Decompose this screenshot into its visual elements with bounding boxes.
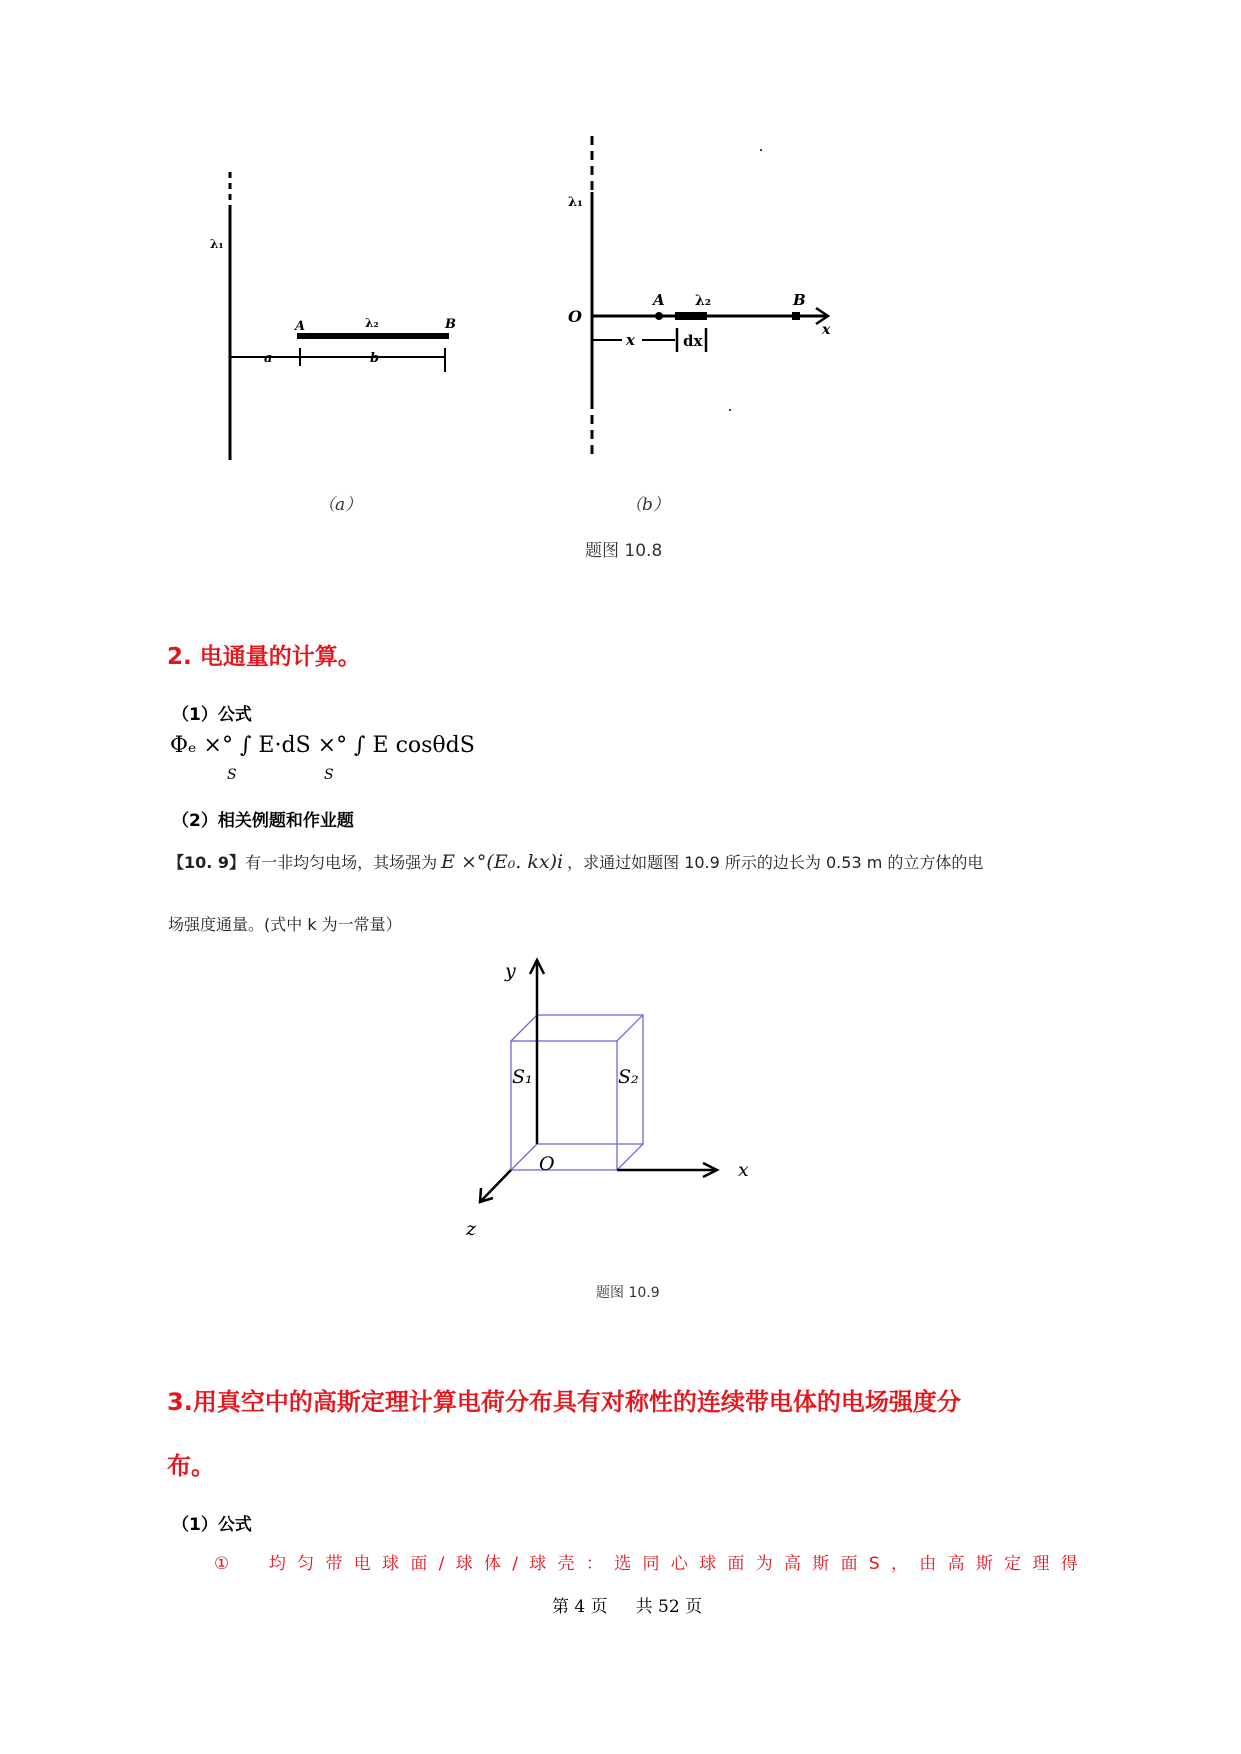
z-axis-label: z (466, 1218, 477, 1240)
x-axis-label: x (822, 322, 831, 338)
flux-formula: Φₑ ×° ∫ E·dS ×° ∫ E cosθdS (170, 733, 475, 758)
section3-heading-line2: 布。 (167, 1452, 215, 1480)
figure-10-8-caption: 题图 10.8 (585, 541, 663, 561)
label-b: b (370, 351, 380, 366)
section2-heading: 2. 电通量的计算。 (167, 644, 361, 670)
label-B: B (793, 291, 806, 309)
section3-heading-line1: 3.用真空中的高斯定理计算电荷分布具有对称性的连续带电体的电场强度分 (167, 1388, 961, 1416)
figure-10-8-b (560, 132, 880, 472)
integral-subscript-s1: S (227, 767, 237, 783)
y-axis-label: y (505, 960, 516, 982)
dx-label: dx (683, 332, 703, 350)
page-number: 第 4 页 (552, 1597, 608, 1617)
problem-10-9-line1 (168, 850, 983, 873)
figure-10-9-cube (455, 950, 775, 1240)
subcaption-b: （b） (625, 495, 670, 515)
problem-label: 【10. 9】 (168, 853, 246, 872)
label-B: B (445, 317, 456, 332)
lambda2-label: λ₂ (365, 316, 379, 330)
field-expression: E ×°(E₀. kx)i (441, 851, 564, 873)
figure-10-8-a (180, 170, 480, 460)
problem-text-after: ，求通过如题图 10.9 所示的边长为 0.53 m 的立方体的电 (567, 853, 984, 872)
label-A: A (653, 291, 665, 309)
page-total: 共 52 页 (635, 1597, 703, 1617)
figure-10-9-caption: 题图 10.9 (596, 1285, 660, 1301)
s1-label: S₁ (512, 1066, 533, 1088)
page-footer (552, 1592, 702, 1617)
label-a: a (264, 351, 273, 366)
lambda1-label: λ₁ (568, 195, 583, 210)
origin-label: O (539, 1153, 555, 1175)
cube-front-face (511, 1041, 617, 1170)
lambda2-label: λ₂ (695, 293, 711, 309)
s2-label: S₂ (618, 1066, 639, 1088)
section2-sub1: （1）公式 (172, 705, 252, 725)
subcaption-a: （a） (318, 495, 363, 515)
problem-10-9-line2: 场强度通量。(式中 k 为一常量） (168, 915, 402, 934)
x-axis-label: x (738, 1159, 749, 1181)
section2-sub2: （2）相关例题和作业题 (172, 811, 354, 831)
section3-sub1: （1）公式 (172, 1515, 252, 1535)
z-axis (480, 1170, 511, 1202)
label-A: A (295, 319, 306, 334)
lambda1-label: λ₁ (210, 237, 224, 251)
section3-item1: ① 均匀带电球面/球体/球壳：选同心球面为高斯面S，由高斯定理得 (214, 1554, 1090, 1574)
x-dim-label: x (626, 331, 635, 349)
integral-subscript-s2: S (324, 767, 334, 783)
origin-label: O (568, 307, 582, 326)
problem-text-before: 有一非均匀电场，其场强为 (245, 853, 438, 872)
